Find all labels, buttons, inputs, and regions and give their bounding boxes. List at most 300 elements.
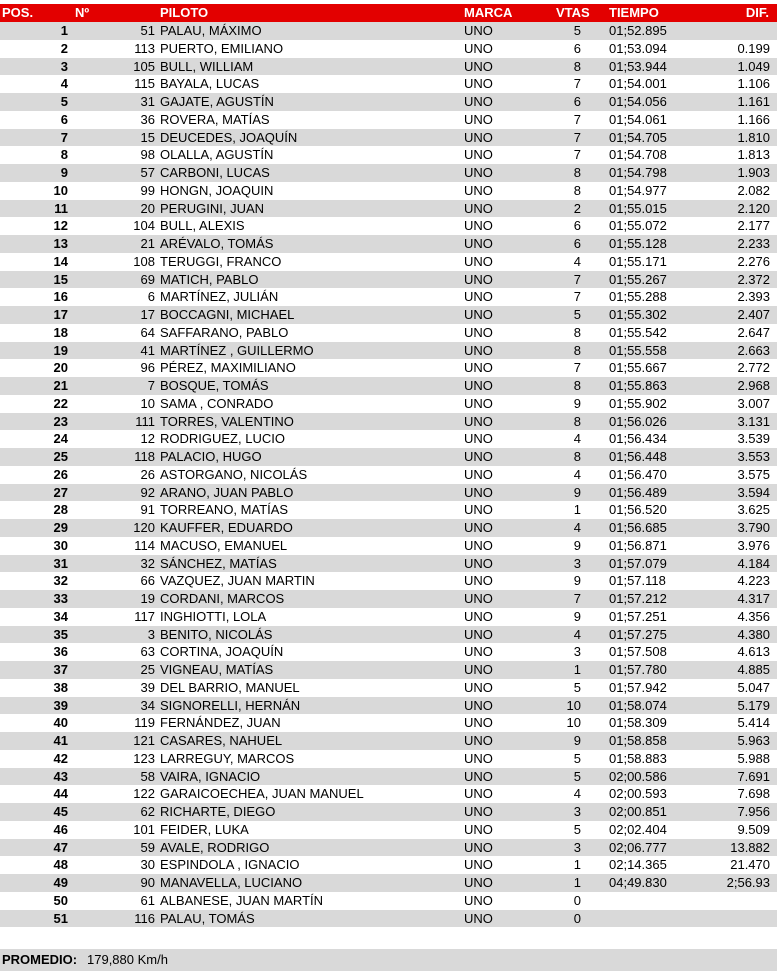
row-position: 36 bbox=[53, 644, 68, 660]
row-vtas: 8 bbox=[573, 165, 581, 180]
row-position: 11 bbox=[54, 200, 68, 216]
row-driver-name: ESPINDOLA , IGNACIO bbox=[160, 857, 300, 873]
row-difference: 3.594 bbox=[737, 484, 770, 500]
table-row bbox=[0, 768, 777, 786]
table-row bbox=[0, 643, 777, 661]
row-position: 51 bbox=[53, 910, 68, 926]
table-row bbox=[0, 785, 777, 803]
row-difference: 2;56.93 bbox=[726, 875, 770, 890]
row-vtas: 8 bbox=[573, 342, 581, 358]
table-row bbox=[0, 40, 777, 58]
row-vtas: 5 bbox=[573, 750, 581, 766]
table-row bbox=[0, 519, 777, 537]
row-position: 17 bbox=[53, 307, 68, 322]
row-position: 23 bbox=[53, 413, 68, 429]
row-driver-name: OLALLA, AGUSTÍN bbox=[160, 147, 274, 163]
row-difference: 4.885 bbox=[737, 662, 770, 677]
row-marca: UNO bbox=[464, 626, 493, 642]
row-driver-name: BENITO, NICOLÁS bbox=[160, 626, 273, 642]
row-vtas: 7 bbox=[573, 271, 581, 287]
table-header bbox=[0, 4, 777, 22]
row-difference: 4.613 bbox=[737, 644, 770, 660]
row-position: 37 bbox=[53, 662, 68, 677]
row-marca: UNO bbox=[464, 58, 493, 74]
row-number: 90 bbox=[140, 875, 155, 890]
row-vtas: 3 bbox=[573, 839, 581, 855]
row-marca: UNO bbox=[464, 697, 493, 713]
row-marca: UNO bbox=[464, 23, 493, 38]
row-difference: 7.956 bbox=[737, 804, 770, 819]
row-number: 99 bbox=[140, 182, 155, 198]
table-row bbox=[0, 732, 777, 750]
row-difference: 2.393 bbox=[737, 289, 770, 305]
table-row bbox=[0, 342, 777, 360]
row-number: 19 bbox=[140, 591, 155, 606]
row-driver-name: ALBANESE, JUAN MARTÍN bbox=[160, 892, 324, 908]
row-position: 29 bbox=[53, 520, 68, 535]
table-row bbox=[0, 111, 777, 129]
table-row bbox=[0, 626, 777, 644]
row-number: 26 bbox=[140, 466, 155, 482]
row-number: 66 bbox=[140, 573, 155, 589]
row-marca: UNO bbox=[464, 218, 493, 234]
row-vtas: 5 bbox=[573, 679, 581, 695]
row-vtas: 6 bbox=[573, 94, 581, 109]
average-speed-value: 179,880 Km/h bbox=[87, 952, 168, 967]
row-time: 01;56.520 bbox=[609, 502, 667, 518]
row-time: 01;55.902 bbox=[609, 395, 667, 411]
row-difference: 3.553 bbox=[737, 449, 770, 464]
row-marca: UNO bbox=[464, 94, 493, 109]
row-number: 119 bbox=[134, 715, 155, 731]
row-driver-name: SÁNCHEZ, MATÍAS bbox=[160, 555, 277, 571]
row-number: 91 bbox=[140, 502, 155, 518]
row-number: 114 bbox=[134, 537, 155, 553]
row-vtas: 4 bbox=[573, 466, 581, 482]
row-number: 20 bbox=[140, 200, 155, 216]
row-vtas: 8 bbox=[573, 449, 581, 464]
row-time: 01;55.558 bbox=[609, 342, 667, 358]
row-number: 101 bbox=[133, 821, 155, 837]
row-marca: UNO bbox=[464, 679, 493, 695]
row-number: 63 bbox=[140, 644, 155, 660]
row-position: 39 bbox=[53, 697, 68, 713]
row-difference: 1.161 bbox=[737, 94, 770, 109]
row-position: 32 bbox=[53, 573, 68, 589]
row-driver-name: PALAU, MÁXIMO bbox=[160, 23, 262, 38]
row-marca: UNO bbox=[464, 129, 493, 145]
row-time: 01;54.705 bbox=[609, 129, 667, 145]
row-time: 01;55.171 bbox=[609, 253, 667, 269]
row-number: 30 bbox=[140, 857, 155, 873]
row-difference: 5.179 bbox=[737, 697, 770, 713]
row-marca: UNO bbox=[464, 236, 493, 251]
row-number: 111 bbox=[135, 413, 155, 429]
row-vtas: 4 bbox=[573, 626, 581, 642]
row-difference: 13.882 bbox=[730, 839, 770, 855]
table-row bbox=[0, 146, 777, 164]
row-marca: UNO bbox=[464, 786, 493, 802]
row-position: 7 bbox=[60, 129, 68, 145]
row-vtas: 3 bbox=[573, 555, 581, 571]
row-time: 01;56.871 bbox=[609, 537, 667, 553]
row-number: 113 bbox=[134, 40, 155, 56]
row-number: 122 bbox=[133, 786, 155, 802]
row-difference: 2.372 bbox=[737, 271, 770, 287]
row-marca: UNO bbox=[464, 395, 493, 411]
row-marca: UNO bbox=[464, 76, 493, 92]
table-row bbox=[0, 484, 777, 502]
row-difference: 3.625 bbox=[737, 502, 770, 518]
row-vtas: 0 bbox=[573, 910, 581, 926]
row-position: 48 bbox=[53, 857, 68, 873]
row-vtas: 1 bbox=[573, 662, 581, 677]
row-position: 41 bbox=[53, 733, 68, 748]
row-time: 01;56.489 bbox=[609, 484, 667, 500]
row-marca: UNO bbox=[464, 413, 493, 429]
row-marca: UNO bbox=[464, 555, 493, 571]
row-marca: UNO bbox=[464, 750, 493, 766]
row-position: 9 bbox=[60, 165, 68, 180]
row-marca: UNO bbox=[464, 875, 493, 890]
row-marca: UNO bbox=[464, 715, 493, 731]
row-position: 5 bbox=[60, 94, 68, 109]
row-driver-name: DEUCEDES, JOAQUÍN bbox=[160, 129, 298, 145]
row-time: 01;55.072 bbox=[609, 218, 667, 234]
row-difference: 2.120 bbox=[737, 200, 770, 216]
row-number: 117 bbox=[134, 608, 155, 624]
row-driver-name: ROVERA, MATÍAS bbox=[160, 111, 270, 127]
row-time: 01;52.895 bbox=[609, 23, 667, 38]
row-position: 21 bbox=[53, 378, 68, 393]
row-driver-name: VAZQUEZ, JUAN MARTIN bbox=[160, 573, 315, 589]
table-row bbox=[0, 821, 777, 839]
row-difference: 2.968 bbox=[737, 378, 770, 393]
row-number: 25 bbox=[140, 662, 155, 677]
row-number: 6 bbox=[147, 289, 155, 305]
table-row bbox=[0, 750, 777, 768]
row-difference: 2.082 bbox=[737, 182, 770, 198]
row-driver-name: FEIDER, LUKA bbox=[160, 821, 249, 837]
table-row bbox=[0, 661, 777, 679]
row-time: 01;55.288 bbox=[609, 289, 667, 305]
row-marca: UNO bbox=[464, 910, 493, 926]
row-driver-name: SAFFARANO, PABLO bbox=[160, 324, 289, 340]
row-driver-name: ARANO, JUAN PABLO bbox=[160, 484, 294, 500]
row-position: 33 bbox=[53, 591, 68, 606]
row-difference: 1.813 bbox=[737, 147, 770, 163]
row-position: 47 bbox=[53, 839, 68, 855]
row-difference: 1.903 bbox=[737, 165, 770, 180]
row-position: 46 bbox=[53, 821, 68, 837]
row-number: 115 bbox=[134, 76, 155, 92]
table-row bbox=[0, 413, 777, 431]
table-row bbox=[0, 608, 777, 626]
row-position: 16 bbox=[53, 289, 68, 305]
row-number: 123 bbox=[133, 750, 155, 766]
row-driver-name: MANAVELLA, LUCIANO bbox=[160, 875, 303, 890]
row-number: 41 bbox=[140, 342, 155, 358]
row-time: 01;55.863 bbox=[609, 378, 667, 393]
row-difference: 2.772 bbox=[737, 360, 770, 376]
row-number: 61 bbox=[140, 892, 155, 908]
row-vtas: 7 bbox=[573, 147, 581, 163]
row-time: 01;56.470 bbox=[609, 466, 667, 482]
row-difference: 2.647 bbox=[737, 324, 770, 340]
row-driver-name: TORREANO, MATÍAS bbox=[160, 502, 289, 518]
row-position: 42 bbox=[53, 750, 68, 766]
row-driver-name: KAUFFER, EDUARDO bbox=[160, 520, 293, 535]
row-time: 02;14.365 bbox=[609, 857, 667, 873]
row-vtas: 9 bbox=[573, 573, 581, 589]
row-difference: 3.575 bbox=[737, 466, 770, 482]
row-vtas: 9 bbox=[573, 484, 581, 500]
row-position: 35 bbox=[53, 626, 68, 642]
row-time: 01;57.251 bbox=[609, 608, 667, 624]
table-row bbox=[0, 75, 777, 93]
table-row bbox=[0, 501, 777, 519]
row-marca: UNO bbox=[464, 271, 493, 287]
row-marca: UNO bbox=[464, 839, 493, 855]
row-time: 01;55.667 bbox=[609, 360, 667, 376]
row-time: 01;57.118 bbox=[609, 573, 666, 589]
row-number: 12 bbox=[140, 431, 155, 447]
row-number: 104 bbox=[133, 218, 155, 234]
row-marca: UNO bbox=[464, 608, 493, 624]
row-driver-name: FERNÁNDEZ, JUAN bbox=[160, 715, 281, 731]
table-row bbox=[0, 182, 777, 200]
row-marca: UNO bbox=[464, 378, 493, 393]
row-driver-name: PÉREZ, MAXIMILIANO bbox=[160, 360, 296, 376]
row-number: 10 bbox=[140, 395, 155, 411]
row-driver-name: TORRES, VALENTINO bbox=[160, 413, 294, 429]
row-vtas: 1 bbox=[573, 875, 581, 890]
table-row bbox=[0, 448, 777, 466]
row-vtas: 8 bbox=[573, 58, 581, 74]
row-vtas: 5 bbox=[573, 23, 581, 38]
row-number: 34 bbox=[140, 697, 155, 713]
row-number: 58 bbox=[140, 768, 155, 784]
row-time: 01;58.309 bbox=[609, 715, 667, 731]
row-vtas: 8 bbox=[573, 182, 581, 198]
row-time: 02;00.593 bbox=[609, 786, 667, 802]
row-driver-name: BOCCAGNI, MICHAEL bbox=[160, 307, 295, 322]
row-position: 50 bbox=[53, 892, 68, 908]
row-driver-name: BULL, WILLIAM bbox=[160, 58, 254, 74]
row-driver-name: LARREGUY, MARCOS bbox=[160, 750, 295, 766]
row-time: 01;53.944 bbox=[609, 58, 667, 74]
row-difference: 5.414 bbox=[737, 715, 770, 731]
row-position: 12 bbox=[53, 218, 68, 234]
row-marca: UNO bbox=[464, 147, 493, 163]
table-row bbox=[0, 200, 777, 218]
table-row bbox=[0, 874, 777, 892]
table-row bbox=[0, 271, 777, 289]
row-position: 49 bbox=[53, 875, 68, 890]
row-vtas: 10 bbox=[566, 697, 581, 713]
row-position: 30 bbox=[53, 537, 68, 553]
row-number: 17 bbox=[140, 307, 155, 322]
row-number: 15 bbox=[140, 129, 155, 145]
row-time: 01;55.128 bbox=[609, 236, 667, 251]
row-driver-name: MATICH, PABLO bbox=[160, 271, 259, 287]
row-number: 92 bbox=[140, 484, 155, 500]
row-driver-name: VAIRA, IGNACIO bbox=[160, 768, 261, 784]
row-vtas: 9 bbox=[573, 395, 581, 411]
row-difference: 2.663 bbox=[737, 342, 770, 358]
table-row bbox=[0, 466, 777, 484]
row-marca: UNO bbox=[464, 821, 493, 837]
average-speed-label: PROMEDIO: bbox=[2, 952, 78, 967]
table-row bbox=[0, 856, 777, 874]
row-marca: UNO bbox=[464, 484, 493, 500]
row-position: 10 bbox=[53, 182, 68, 198]
row-number: 116 bbox=[134, 910, 155, 926]
row-driver-name: BAYALA, LUCAS bbox=[160, 76, 260, 92]
row-number: 32 bbox=[140, 555, 155, 571]
row-position: 13 bbox=[53, 236, 68, 251]
row-difference: 5.963 bbox=[737, 733, 770, 748]
row-vtas: 8 bbox=[573, 378, 581, 393]
row-marca: UNO bbox=[464, 307, 493, 322]
row-time: 04;49.830 bbox=[609, 875, 667, 890]
row-driver-name: PALAU, TOMÁS bbox=[160, 910, 255, 926]
row-vtas: 6 bbox=[573, 218, 581, 234]
row-vtas: 9 bbox=[573, 608, 581, 624]
row-number: 96 bbox=[140, 360, 155, 376]
row-driver-name: BOSQUE, TOMÁS bbox=[160, 378, 269, 393]
row-marca: UNO bbox=[464, 733, 493, 748]
table-row bbox=[0, 679, 777, 697]
row-vtas: 0 bbox=[573, 892, 581, 908]
table-row bbox=[0, 537, 777, 555]
row-time: 01;54.708 bbox=[609, 147, 667, 163]
table-row bbox=[0, 324, 777, 342]
row-vtas: 8 bbox=[573, 413, 581, 429]
results-table-body bbox=[0, 22, 777, 927]
row-difference: 2.233 bbox=[737, 236, 770, 251]
row-number: 7 bbox=[147, 378, 155, 393]
row-time: 01;55.542 bbox=[609, 324, 667, 340]
row-marca: UNO bbox=[464, 662, 493, 677]
row-difference: 1.166 bbox=[737, 111, 770, 127]
row-vtas: 10 bbox=[566, 715, 581, 731]
row-time: 01;57.508 bbox=[609, 644, 667, 660]
row-difference: 5.988 bbox=[737, 750, 770, 766]
row-time: 01;57.212 bbox=[609, 591, 667, 606]
row-vtas: 7 bbox=[573, 111, 581, 127]
row-vtas: 7 bbox=[573, 76, 581, 92]
row-time: 01;54.977 bbox=[609, 182, 667, 198]
row-time: 01;57.780 bbox=[609, 662, 667, 677]
row-driver-name: PALACIO, HUGO bbox=[160, 449, 262, 464]
row-time: 01;54.061 bbox=[609, 111, 667, 127]
row-driver-name: PERUGINI, JUAN bbox=[160, 200, 265, 216]
row-vtas: 9 bbox=[573, 537, 581, 553]
row-vtas: 3 bbox=[573, 804, 581, 819]
row-position: 14 bbox=[53, 253, 68, 269]
header-number: Nº bbox=[75, 5, 90, 20]
row-position: 2 bbox=[60, 40, 68, 56]
row-difference: 5.047 bbox=[737, 679, 770, 695]
row-number: 120 bbox=[133, 520, 155, 535]
average-speed-bar bbox=[0, 949, 777, 971]
header-tiempo: TIEMPO bbox=[609, 5, 659, 20]
header-piloto: PILOTO bbox=[160, 5, 209, 20]
header-vtas: VTAS bbox=[556, 5, 590, 20]
header-marca: MARCA bbox=[464, 5, 513, 20]
table-row bbox=[0, 217, 777, 235]
row-position: 4 bbox=[60, 76, 68, 92]
row-driver-name: ASTORGANO, NICOLÁS bbox=[160, 466, 308, 482]
table-row bbox=[0, 572, 777, 590]
row-marca: UNO bbox=[464, 644, 493, 660]
row-driver-name: BULL, ALEXIS bbox=[160, 218, 245, 234]
row-number: 118 bbox=[134, 449, 155, 464]
row-driver-name: INGHIOTTI, LOLA bbox=[160, 608, 267, 624]
table-row bbox=[0, 714, 777, 732]
row-number: 36 bbox=[140, 111, 155, 127]
row-vtas: 7 bbox=[573, 129, 581, 145]
row-difference: 4.223 bbox=[737, 573, 770, 589]
row-marca: UNO bbox=[464, 165, 493, 180]
row-difference: 3.790 bbox=[737, 520, 770, 535]
row-driver-name: SAMA , CONRADO bbox=[160, 395, 274, 411]
row-vtas: 3 bbox=[573, 644, 581, 660]
row-difference: 3.539 bbox=[737, 431, 770, 447]
row-marca: UNO bbox=[464, 804, 493, 819]
row-time: 01;54.056 bbox=[609, 94, 667, 109]
row-time: 01;58.858 bbox=[609, 733, 667, 748]
row-number: 121 bbox=[133, 733, 155, 748]
row-marca: UNO bbox=[464, 342, 493, 358]
table-row bbox=[0, 235, 777, 253]
row-difference: 4.184 bbox=[737, 555, 770, 571]
row-driver-name: MACUSO, EMANUEL bbox=[160, 537, 288, 553]
row-position: 45 bbox=[53, 804, 68, 819]
row-number: 59 bbox=[140, 839, 155, 855]
row-marca: UNO bbox=[464, 324, 493, 340]
row-marca: UNO bbox=[464, 466, 493, 482]
row-position: 1 bbox=[60, 23, 68, 38]
row-marca: UNO bbox=[464, 573, 493, 589]
row-number: 51 bbox=[140, 23, 155, 38]
row-vtas: 6 bbox=[573, 236, 581, 251]
table-row bbox=[0, 359, 777, 377]
row-position: 6 bbox=[60, 111, 68, 127]
row-position: 3 bbox=[60, 58, 68, 74]
row-difference: 21.470 bbox=[730, 857, 770, 873]
row-time: 02;06.777 bbox=[609, 839, 667, 855]
row-vtas: 4 bbox=[573, 520, 581, 535]
row-position: 18 bbox=[53, 324, 68, 340]
table-row bbox=[0, 306, 777, 324]
table-row bbox=[0, 803, 777, 821]
row-time: 01;56.685 bbox=[609, 520, 667, 535]
row-difference: 3.131 bbox=[737, 413, 770, 429]
row-driver-name: RICHARTE, DIEGO bbox=[160, 804, 276, 819]
table-row bbox=[0, 22, 777, 40]
row-time: 01;55.302 bbox=[609, 307, 667, 322]
row-number: 108 bbox=[133, 253, 155, 269]
row-difference: 4.380 bbox=[737, 626, 770, 642]
row-marca: UNO bbox=[464, 253, 493, 269]
row-position: 26 bbox=[53, 466, 68, 482]
row-number: 57 bbox=[140, 165, 155, 180]
row-position: 25 bbox=[53, 449, 68, 464]
header-pos: POS. bbox=[2, 5, 34, 20]
row-vtas: 4 bbox=[573, 253, 581, 269]
